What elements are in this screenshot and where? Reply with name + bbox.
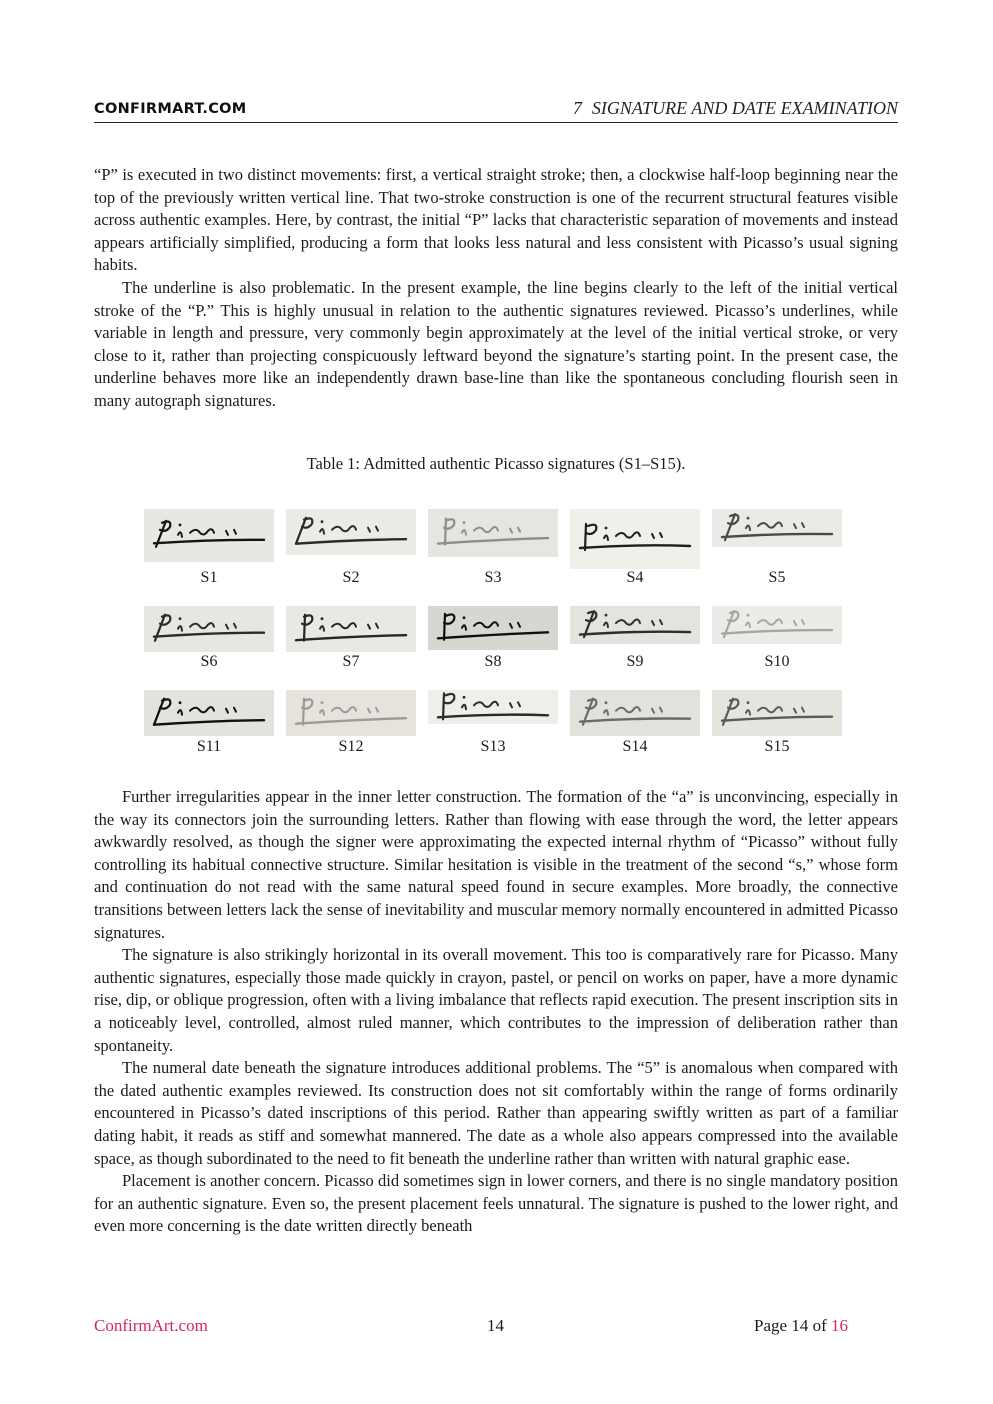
signature-image	[144, 606, 274, 652]
signature-image	[570, 606, 700, 644]
signature-cell	[570, 606, 700, 670]
body-text-top	[94, 164, 898, 413]
brand-logo: CONFIRMART.COM	[94, 101, 247, 117]
footer-page-of	[754, 1316, 848, 1336]
signature-image	[286, 606, 416, 652]
signature-image	[570, 690, 700, 736]
signature-cell	[286, 509, 416, 586]
total-pages-link[interactable]: 16	[831, 1316, 848, 1335]
paragraph: “P” is executed in two distinct movements: first, a vertical straight stroke; then, a clockwise half-loop beginning near the top of the previously written vertical line. That two-stroke construction is one of the recurrent structural features visible across authentic examples. Here, by contrast, the initial “P” lacks that characteristic separation of movements and instead appears artificially simplified, producing a form that looks less natural and less consistent with Picasso’s usual signing habits.	[94, 165, 898, 275]
signature-image	[428, 606, 558, 650]
signature-label: S11	[196, 738, 222, 755]
paragraph: Further irregularities appear in the inner letter construction. The formation of the “a” is unconvincing, especially in the way its connectors join the surrounding letters. Rather than flowing with ease through the word, the letter appears awkwardly resolved, as though the signer were approximating the expected internal rhythm of “Picasso” without fully controlling its habitual connective structure. Similar hesitation is visible in the treatment of the second “s,” whose form and continuation do not read with the same natural speed found in secure examples. More broadly, the connective transitions between letters lack the sense of inevitability and muscular memory normally encountered in admitted Picasso signatures.	[94, 787, 898, 942]
signature-label: S6	[200, 653, 218, 670]
footer-page-number: 14	[487, 1316, 504, 1335]
signature-drawing	[570, 509, 700, 569]
signature-image	[286, 509, 416, 555]
signature-drawing	[570, 690, 700, 736]
signature-cell	[712, 509, 842, 586]
signature-image	[712, 606, 842, 644]
paragraph: The signature is also strikingly horizontal in its overall movement. This too is comparatively rare for Picasso. Many authentic signatures, especially those made quickly in crayon, pastel, or pencil on works on paper, have a more dynamic rise, dip, or oblique progression, often with a living imbalance that reflects rapid execution. The present inscription sits in a noticeably level, controlled, almost ruled manner, which contributes to the impression of deliberation rather than spontaneity.	[94, 945, 898, 1055]
signature-cell	[428, 509, 558, 586]
body-text-bottom	[94, 786, 898, 1238]
signature-cell	[428, 690, 558, 755]
signature-drawing	[286, 606, 416, 652]
table-caption: Table 1: Admitted authentic Picasso signatures (S1–S15).	[306, 454, 686, 473]
signature-cell	[712, 606, 842, 670]
signature-label: S7	[342, 653, 360, 670]
signature-cell	[570, 509, 700, 586]
page-footer	[94, 1316, 848, 1340]
signature-label: S4	[626, 569, 644, 586]
signature-image	[570, 509, 700, 569]
signature-cell	[570, 690, 700, 755]
signature-cell	[428, 606, 558, 670]
signature-label: S12	[338, 738, 364, 755]
signature-label: S3	[484, 569, 502, 586]
paragraph: Placement is another concern. Picasso did sometimes sign in lower corners, and there is no single mandatory position for an authentic signature. Even so, the present placement feels unnatural. The signature is pushed to the lower right, and even more concerning is the date written directly beneath	[94, 1171, 898, 1236]
signature-label: S13	[480, 738, 506, 755]
paragraph: The underline is also problematic. In the present example, the line begins clearly to the left of the initial vertical stroke of the “P.” This is highly unusual in relation to the authentic signatures reviewed. Picasso’s underlines, while variable in length and pressure, very commonly begin approximately at the level of the initial vertical stroke, or very close to it, rather than projecting conspicuously leftward beyond the signature’s starting point. In the present case, the underline behaves more like an independently drawn base-line than like the spontaneous concluding flourish seen in many autograph signatures.	[94, 277, 898, 410]
signature-drawing	[570, 606, 700, 644]
signature-label: S10	[764, 653, 790, 670]
signature-drawing	[712, 690, 842, 736]
signature-cell	[286, 606, 416, 670]
signature-label: S8	[484, 653, 502, 670]
section-heading	[573, 98, 898, 119]
signature-table	[144, 509, 844, 759]
signature-cell	[144, 690, 274, 755]
page-header	[94, 98, 898, 123]
signature-label: S5	[768, 569, 786, 586]
signature-drawing	[428, 509, 558, 557]
signature-image	[144, 690, 274, 736]
signature-drawing	[712, 509, 842, 547]
section-number: 7	[572, 98, 582, 118]
signature-drawing	[144, 606, 274, 652]
signature-label: S2	[342, 569, 360, 586]
paragraph: The numeral date beneath the signature introduces additional problems. The “5” is anomalous when compared with the dated authentic examples reviewed. Its construction does not sit comfortably within the range of forms ordinarily encountered in Picasso’s dated inscriptions of this period. Rather than appearing swiftly written as part of a familiar dating habit, it reads as stiff and somewhat mannered. The date as a whole also appears compressed into the available space, as though subordinated to the need to fit beneath the underline rather than written with natural graphic ease.	[94, 1058, 898, 1168]
signature-image	[286, 690, 416, 736]
signature-image	[712, 690, 842, 736]
signature-drawing	[712, 606, 842, 644]
signature-cell	[286, 690, 416, 755]
signature-image	[428, 509, 558, 557]
section-title: SIGNATURE AND DATE EXAMINATION	[591, 98, 898, 118]
signature-image	[144, 509, 274, 562]
signature-label: S14	[622, 738, 648, 755]
signature-cell	[144, 509, 274, 586]
signature-image	[712, 509, 842, 547]
signature-drawing	[286, 509, 416, 555]
signature-drawing	[144, 690, 274, 736]
signature-drawing	[144, 509, 274, 562]
footer-site-link[interactable]: ConfirmArt.com	[94, 1316, 208, 1335]
signature-label: S9	[626, 653, 644, 670]
signature-image	[428, 690, 558, 724]
signature-label: S15	[764, 738, 790, 755]
signature-label: S1	[200, 569, 218, 586]
signature-cell	[712, 690, 842, 755]
page-of-prefix: Page 14 of	[754, 1316, 831, 1335]
signature-cell	[144, 606, 274, 670]
signature-drawing	[428, 690, 558, 724]
signature-drawing	[286, 690, 416, 736]
signature-drawing	[428, 606, 558, 650]
